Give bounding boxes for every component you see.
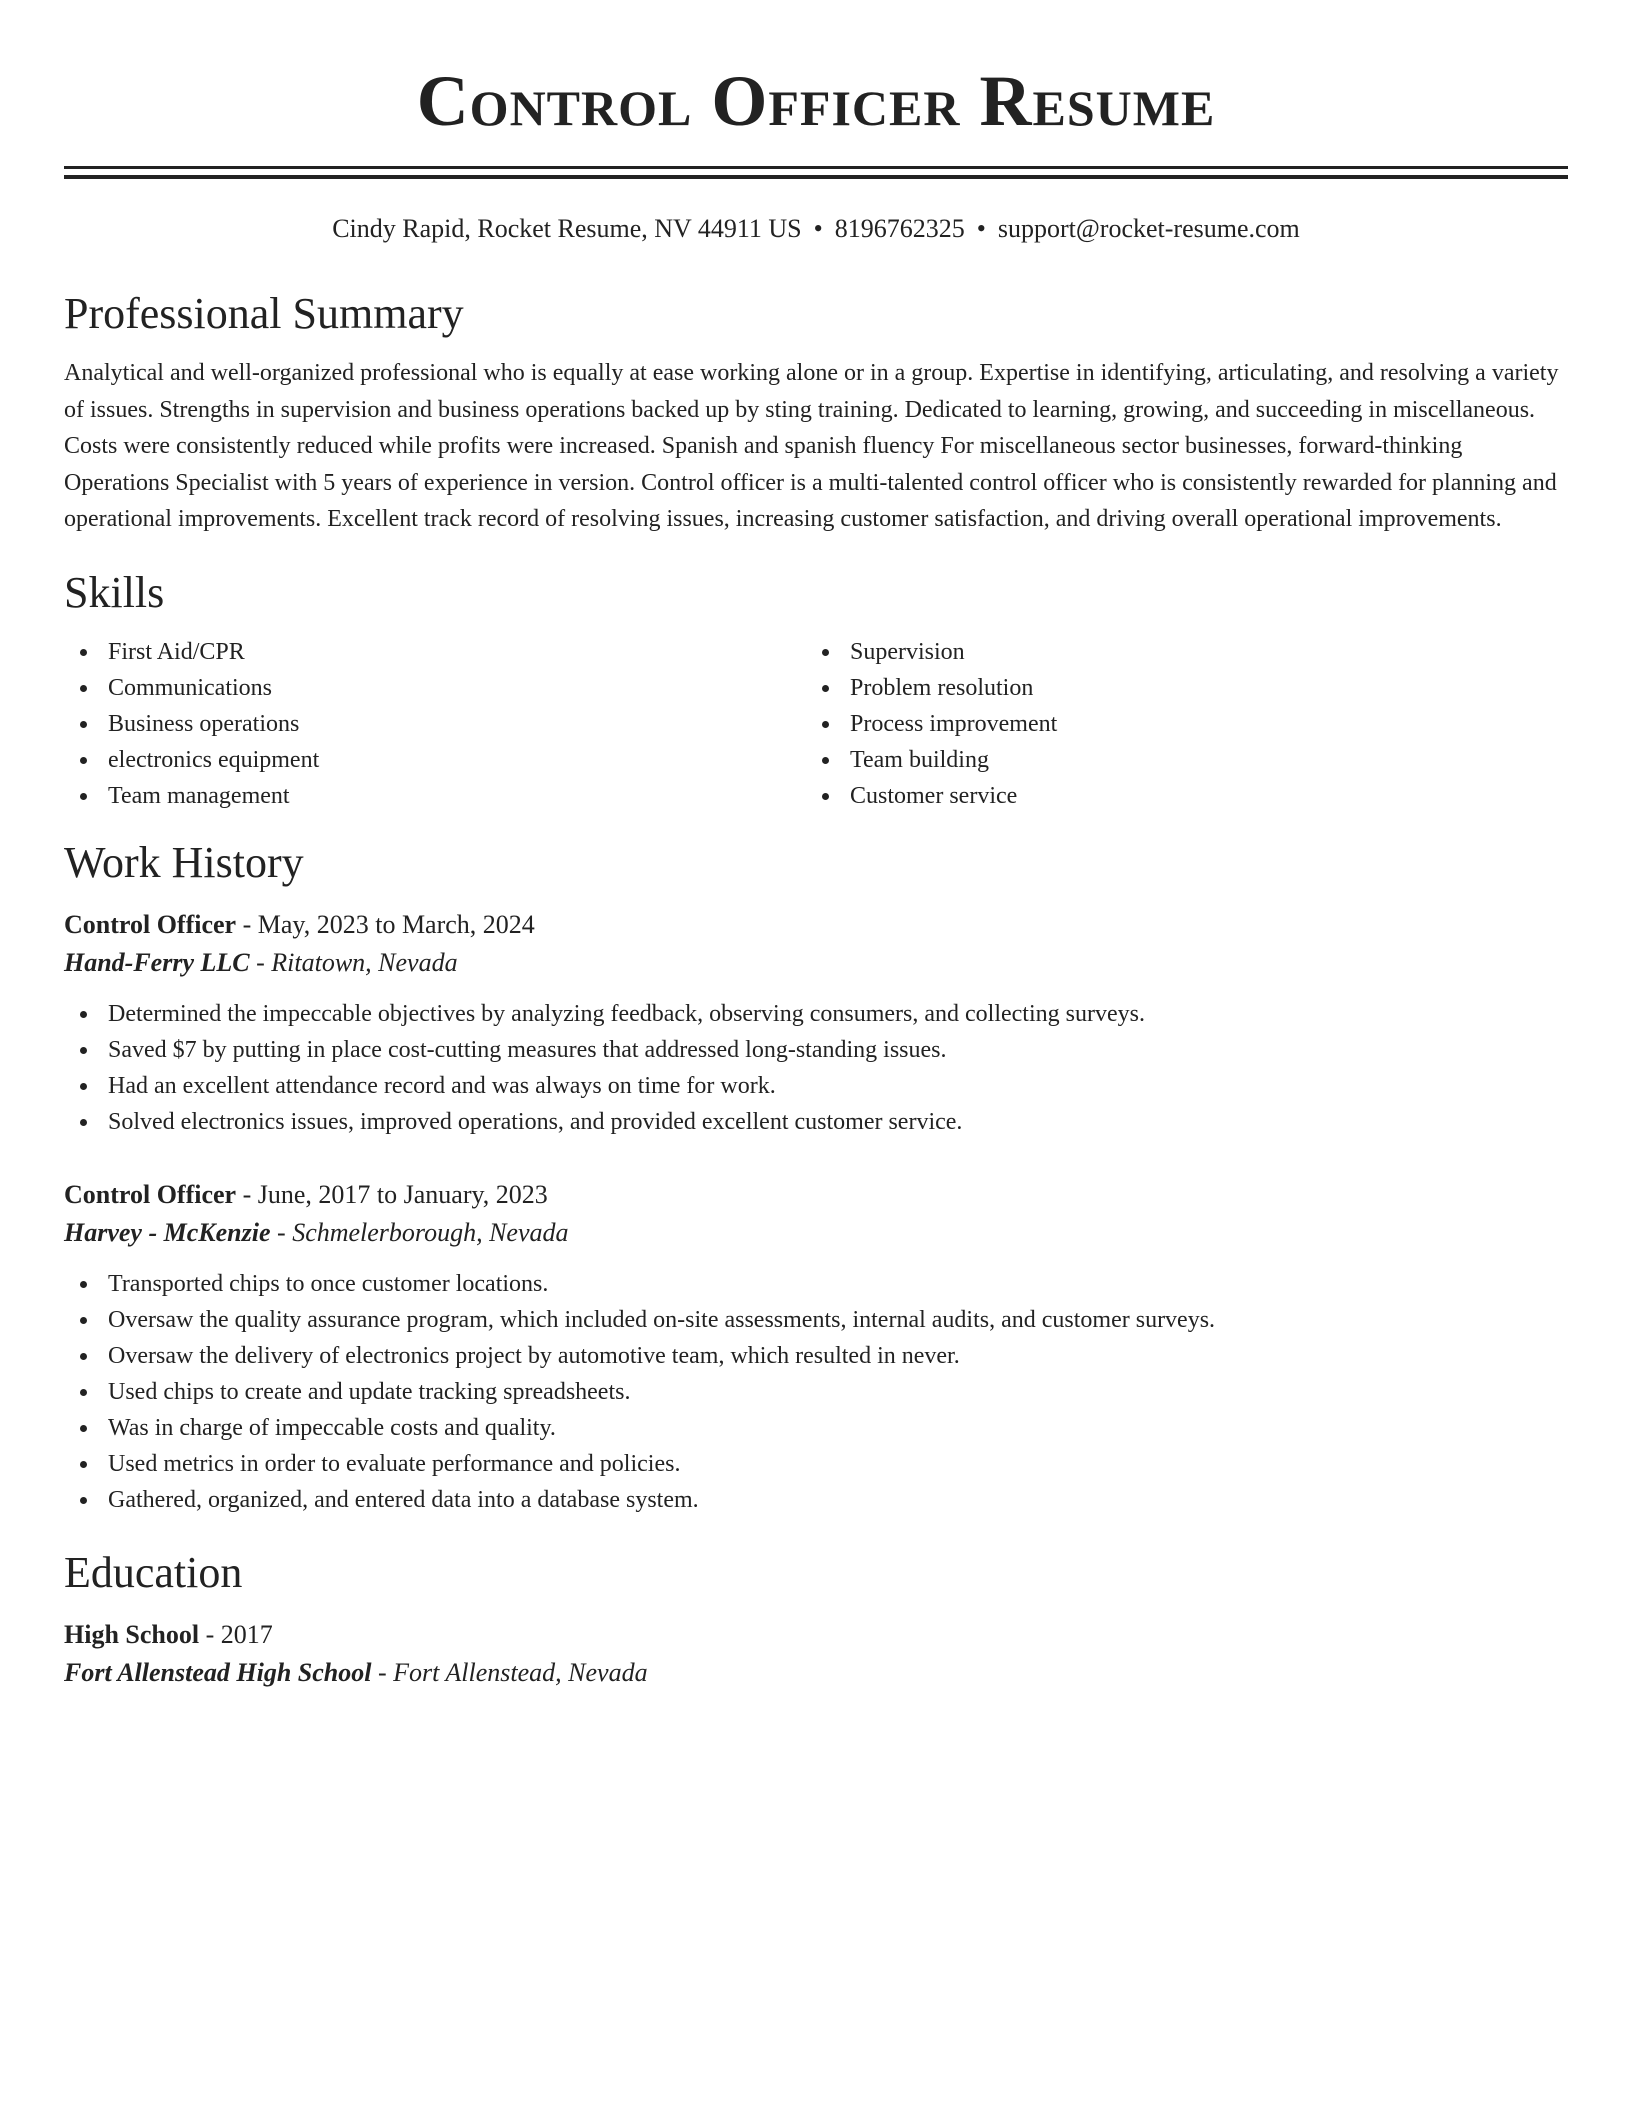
- title-rule-top: [64, 166, 1568, 169]
- skill-item: Business operations: [64, 706, 806, 742]
- contact-phone: 8196762325: [834, 214, 965, 243]
- skills-column-left: [64, 634, 806, 814]
- summary-heading: Professional Summary: [64, 289, 464, 338]
- job-title: Control Officer: [64, 909, 237, 939]
- contact-separator: •: [976, 214, 986, 243]
- job-title-line: Control Officer - June, 2017 to January, 2023: [64, 1179, 548, 1209]
- work-history-heading: Work History: [64, 837, 304, 887]
- education-school: Fort Allenstead High School: [64, 1657, 372, 1687]
- contact-address: Cindy Rapid, Rocket Resume, NV 44911 US: [332, 214, 802, 243]
- job-bullet: Solved electronics issues, improved operations, and provided excellent customer service.: [64, 1104, 1568, 1140]
- job-bullets: [64, 996, 1568, 1140]
- skill-item: Problem resolution: [806, 670, 1548, 706]
- job-company: Harvey - McKenzie: [64, 1217, 271, 1247]
- job-bullet: Used chips to create and update tracking spreadsheets.: [64, 1374, 1568, 1410]
- resume-title: Control Officer Resume: [416, 61, 1216, 141]
- contact-separator: •: [813, 214, 823, 243]
- job-company-line: Hand-Ferry LLC - Ritatown, Nevada: [64, 947, 458, 977]
- job-bullet: Gathered, organized, and entered data into a database system.: [64, 1482, 1568, 1518]
- skill-item: Team building: [806, 742, 1548, 778]
- job-company-line: Harvey - McKenzie - Schmelerborough, Nevada: [64, 1217, 569, 1247]
- job-bullet: Used metrics in order to evaluate performance and policies.: [64, 1446, 1568, 1482]
- job-location: Ritatown, Nevada: [271, 947, 458, 977]
- contact-email: support@rocket-resume.com: [997, 214, 1300, 243]
- skills-list: [64, 634, 1568, 814]
- skill-item: Communications: [64, 670, 806, 706]
- job-bullet: Oversaw the delivery of electronics project by automotive team, which resulted in never.: [64, 1338, 1568, 1374]
- education-degree: High School: [64, 1619, 200, 1649]
- education-location: Fort Allenstead, Nevada: [393, 1657, 648, 1687]
- job-bullet: Determined the impeccable objectives by analyzing feedback, observing consumers, and collecting surveys.: [64, 996, 1568, 1032]
- skill-item: Supervision: [806, 634, 1548, 670]
- skill-item: Process improvement: [806, 706, 1548, 742]
- job-dates: May, 2023 to March, 2024: [257, 909, 535, 939]
- job-bullet: Oversaw the quality assurance program, which included on-site assessments, internal audits, and customer surveys.: [64, 1302, 1568, 1338]
- job-entry: [64, 906, 1568, 1140]
- skills-column-right: [806, 634, 1548, 814]
- skills-heading: Skills: [64, 567, 165, 617]
- job-bullet: Saved $7 by putting in place cost-cutting measures that addressed long-standing issues.: [64, 1032, 1568, 1068]
- education-heading: Education: [64, 1547, 243, 1597]
- job-bullet: Had an excellent attendance record and was always on time for work.: [64, 1068, 1568, 1104]
- job-bullets: [64, 1266, 1568, 1518]
- job-dates: June, 2017 to January, 2023: [257, 1179, 548, 1209]
- job-bullet: Transported chips to once customer locations.: [64, 1266, 1568, 1302]
- job-company: Hand-Ferry LLC: [64, 947, 250, 977]
- job-title-line: Control Officer - May, 2023 to March, 2024: [64, 909, 535, 939]
- education-school-line: Fort Allenstead High School - Fort Allenstead, Nevada: [64, 1657, 648, 1687]
- skill-item: Customer service: [806, 778, 1548, 814]
- job-location: Schmelerborough, Nevada: [292, 1217, 569, 1247]
- summary-text: Analytical and well-organized professional who is equally at ease working alone or in a group. Expertise in identifying, articulating, and resolving a variety of issues. Strengths in supervision and business operations backed up by sting training. Dedicated to learning, growing, and succeeding in miscellaneous. Costs were consistently reduced while profits were increased. Spanish and spanish fluency For miscellaneous sector businesses, forward-thinking Operations Specialist with 5 years of experience in version. Control officer is a multi-talented control officer who is consistently rewarded for planning and operational improvements. Excellent track record of resolving issues, increasing customer satisfaction, and driving overall operational improvements.: [64, 360, 1559, 532]
- job-title: Control Officer: [64, 1179, 237, 1209]
- skill-item: Team management: [64, 778, 806, 814]
- education-degree-line: High School - 2017: [64, 1619, 273, 1649]
- contact-line: [64, 213, 1568, 245]
- skill-item: First Aid/CPR: [64, 634, 806, 670]
- education-year: 2017: [220, 1619, 273, 1649]
- job-bullet: Was in charge of impeccable costs and quality.: [64, 1410, 1568, 1446]
- education-entry: [64, 1616, 1568, 1692]
- job-entry: [64, 1176, 1568, 1518]
- title-rule-bottom: [64, 175, 1568, 179]
- skill-item: electronics equipment: [64, 742, 806, 778]
